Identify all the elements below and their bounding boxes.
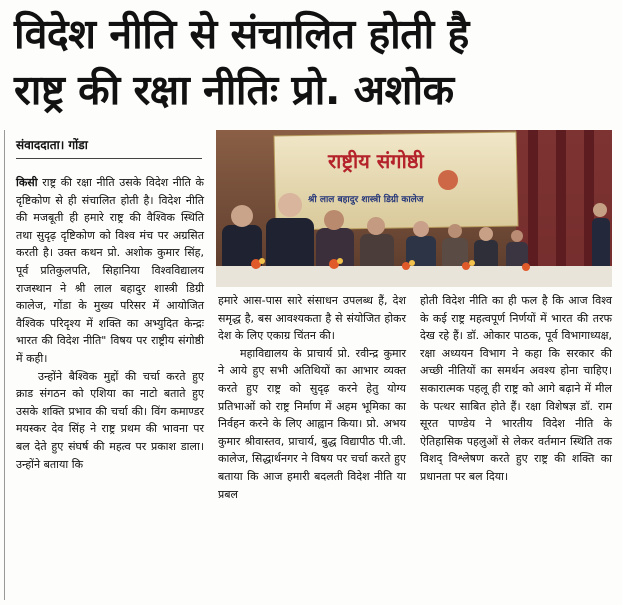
byline-rule <box>16 158 202 159</box>
headline-line-1: विदेश नीति से संचालित होती है <box>14 10 469 58</box>
photo-banner-subtext: श्री लाल बहादुर शास्त्री डिग्री कालेज <box>308 195 424 205</box>
column-edge-rule <box>4 130 10 600</box>
byline: संवाददाता। गोंडा <box>16 138 88 152</box>
headline <box>14 6 614 118</box>
headline-line-2: राष्ट्र की रक्षा नीतिः प्रो. अशोक <box>14 66 454 114</box>
column1-paragraph-1 <box>16 174 204 368</box>
seminar-photo-illustration <box>216 130 612 287</box>
seminar-photo <box>216 130 612 287</box>
article-column-2 <box>218 292 406 503</box>
column2-paragraph-2: महाविद्यालय के प्राचार्य प्रो. रवीन्द्र कुमार ने आये हुए सभी अतिथियों का आभार व्यक्त करते हुए राष्ट्र को सुदृढ़ करने हेतु योग्य प्रतिभाओं को राष्ट्र निर्माण में अहम भूमिका का निर्वहन करने के लिए आह्वान किया। प्रो. अभय कुमार श्रीवास्तव, प्राचार्य, बुद्ध विद्यापीठ पी.जी. कालेज, सिद्धार्थनगर ने विषय पर चर्चा करते हुए बताया कि आज हमारी बदलती विदेश नीति या प्रबल <box>218 346 406 501</box>
lead-word: किसी <box>16 176 38 189</box>
photo-banner-title: राष्ट्रीय संगोष्ठी <box>328 149 424 173</box>
column1-paragraph-2: उन्होंने बैश्विक मुद्दों की चर्चा करते हुए क्राड संगठन को एशिया का नाटो बताते हुए उसके शक्ति प्रभाव की चर्चा की। विंग कमाण्डर मयस्कर देव सिंह ने राष्ट्र प्रथम की भावना पर बल देते हुए संघर्ष की महत्व पर प्रकाश डाला। उन्होंने बताया कि <box>16 369 204 471</box>
article-column-3 <box>420 292 612 486</box>
column3-paragraph-1: होती विदेश नीति का ही फल है कि आज विश्व के कई राष्ट्र महत्वपूर्ण निर्णयों में भारत की तरफ देख रहे हैं। डॉ. ओकार पाठक, पूर्व विभागाध्यक्ष, रक्षा अध्ययन विभाग ने कहा कि सरकार की अच्छी नीतियों का समर्थन अवश्य होना चाहिए। सकारात्मक पहलू ही राष्ट्र को आगे बढ़ाने में मील के पत्थर साबित होते हैं। रक्षा विशेषज्ञ डॉ. राम सूरत पाण्डेय ने भारतीय विदेश नीति के ऐतिहासिक पहलुओं से लेकर वर्तमान स्थिति तक विशद् विश्लेषण करते हुए राष्ट्र की शक्ति का प्रधानता पर बल दिया। <box>420 294 612 483</box>
column2-paragraph-1: हमारे आस-पास सारे संसाधन उपलब्ध हैं, देश समृद्ध है, बस आवश्यकता है से संयोजित होकर देश के लिए एकाग्र चिंतन की। <box>218 294 406 343</box>
article-column-1 <box>16 174 204 473</box>
column1-paragraph-1-text: राष्ट्र की रक्षा नीति उसके विदेश नीति के दृष्टिकोण से ही संचालित होती है। विदेश नीति की मजबूती ही हमारे राष्ट्र की वैश्विक स्थिति तथा सुदृढ़ दृष्टिकोण को विश्व मंच पर अग्रसित करती है। उक्त कथन प्रो. अशोक कुमार सिंह, पूर्व प्रतिकुलपति, सिहानिया विश्वविद्यालय राजस्थान ने श्री लाल बहादुर शास्त्री डिग्री कालेज, गोंडा के मुख्य परिसर में आयोजित वैश्विक परिदृश्य में शक्ति का अभ्युदित केन्द्रः भारत की विदेश नीति" विषय पर राष्ट्रीय संगोष्ठी में कही। <box>16 176 204 365</box>
